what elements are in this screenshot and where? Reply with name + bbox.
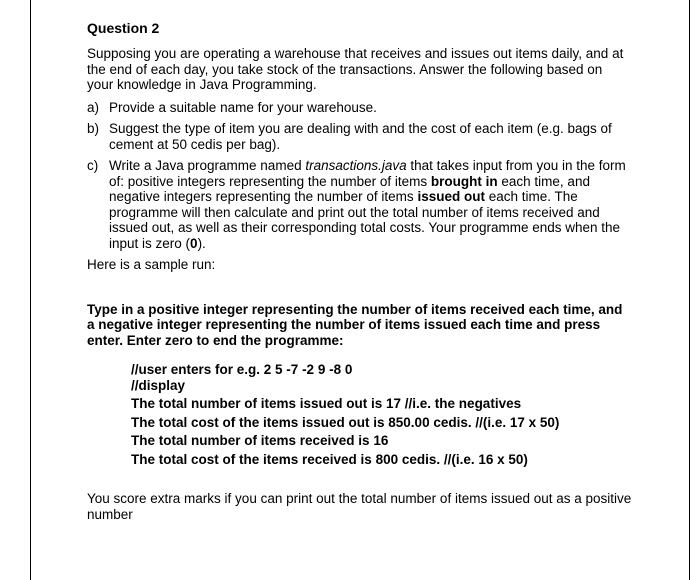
list-item-b: [87, 121, 632, 152]
item-text-part: each time. The programme will then calculate and print out the total number of items received and issued out, as well as their corresponding total costs. Your programme ends when the input is zero (: [109, 189, 621, 251]
page-border-right: [689, 0, 690, 580]
sample-output: [87, 362, 632, 467]
sample-line: //user enters for e.g. 2 5 -7 -2 9 -8 0: [131, 362, 353, 377]
item-text-part: that takes input from you in the form of: positive integers representing the number of items: [109, 158, 626, 189]
sample-line: The total cost of the items issued out is 850.00 cedis. //(i.e. 17 x 50): [131, 414, 560, 430]
question-items: [87, 100, 632, 252]
page-border-left: [30, 0, 31, 580]
item-text: Suggest the type of item you are dealing with and the cost of each item (e.g. bags of cement at 50 cedis per bag).: [109, 121, 612, 152]
item-marker: c): [87, 158, 99, 173]
question-block: [87, 20, 632, 522]
item-text: Provide a suitable name for your warehouse.: [109, 99, 377, 115]
sample-run-label: Here is a sample run:: [87, 257, 216, 272]
emphasis-issued-out: issued out: [417, 189, 485, 204]
item-text-part: each time, and negative integers representing the number of items: [109, 173, 590, 204]
list-item-c: [87, 158, 632, 251]
list-item-a: [87, 100, 632, 116]
question-title: Question 2: [87, 20, 160, 36]
item-text-part: Write a Java programme named: [109, 158, 306, 173]
sample-line: The total number of items issued out is 17 //i.e. the negatives: [131, 396, 522, 411]
emphasis-zero: 0: [190, 235, 198, 251]
item-marker: b): [87, 121, 100, 136]
sample-line: The total number of items received is 16: [131, 433, 389, 448]
extra-marks-note: You score extra marks if you can print out the total number of items issued out as a positive number: [87, 491, 632, 522]
question-intro: Supposing you are operating a warehouse that receives and issues out items daily, and at the end of each day, you take stock of the transactions. Answer the following based on your knowledge in Java Programming.: [87, 46, 624, 92]
sample-line: //display: [131, 377, 186, 393]
filename: transactions.java: [305, 158, 407, 173]
item-text-part: ).: [197, 235, 206, 251]
sample-prompt: Type in a positive integer representing the number of items received each time, and a negative integer representing the number of items issued each time and press enter. Enter zero to end the programme:: [87, 301, 623, 348]
sample-line: The total cost of the items received is 800 cedis. //(i.e. 16 x 50): [131, 451, 528, 467]
item-marker: a): [87, 99, 100, 115]
emphasis-brought-in: brought in: [430, 173, 498, 189]
